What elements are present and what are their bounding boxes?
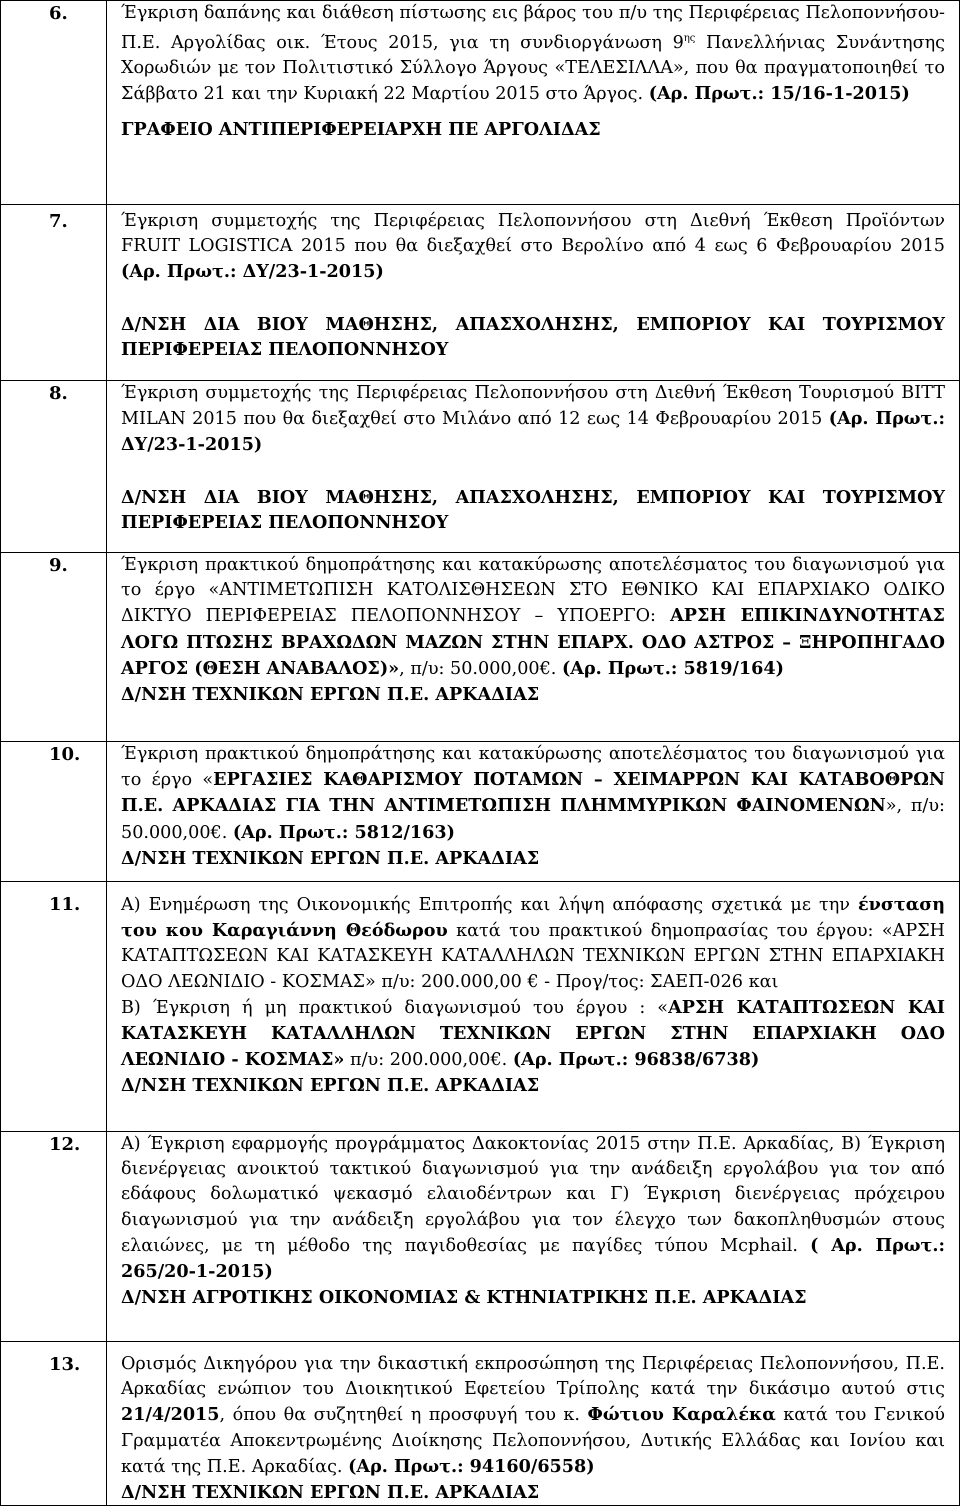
protocol-ref: (Αρ. Πρωτ.: 94160/6558) <box>348 1455 595 1477</box>
department: Δ/ΝΣΗ ΤΕΧΝΙΚΩΝ ΕΡΓΩΝ Π.Ε. ΑΡΚΑΔΙΑΣ <box>121 684 540 706</box>
item-text-bold: Φώτιου Καραλέκα <box>587 1404 776 1426</box>
department: Δ/ΝΣΗ ΑΓΡΟΤΙΚΗΣ ΟΙΚΟΝΟΜΙΑΣ & ΚΤΗΝΙΑΤΡΙΚΗΣ Π.Ε. ΑΡΚΑΔΙΑΣ <box>121 1287 807 1309</box>
item-text: Α) Έγκριση εφαρμογής προγράμματος Δακοκτονίας 2015 στην Π.Ε. Αρκαδίας, Β) Έγκριση διενέργειας ανοικτού τακτικού διαγωνισμού για την ανάδειξη εργολάβου για τον από εδάφους δολωματικό ψεκασμό ελαιοδέντρων και Γ) Έγκριση διενέργειας πρόχειρου διαγωνισμού για την ανάδειξη εργολάβου για τον έλεγχο των δακοπληθυσμών στους ελαιώνες, με τη μέθοδο της παγιδοθεσίας με παγίδες τύπου Mcphail. <box>121 1134 945 1256</box>
agenda-item <box>1 1342 960 1506</box>
protocol-ref: ( Αρ. Πρωτ.: 265/20-1-2015) <box>121 1234 945 1283</box>
department: Δ/ΝΣΗ ΔΙΑ ΒΙΟΥ ΜΑΘΗΣΗΣ, ΑΠΑΣΧΟΛΗΣΗΣ, ΕΜΠΟΡΙΟΥ ΚΑΙ ΤΟΥΡΙΣΜΟΥ ΠΕΡΙΦΕΡΕΙΑΣ ΠΕΛΟΠΟΝΝΗΣΟΥ <box>121 486 945 533</box>
item-number: 8. <box>1 381 107 553</box>
item-text: Έγκριση συμμετοχής της Περιφέρειας Πελοποννήσου στη Διεθνή Έκθεση Προϊόντων FRUIT LOGISTICA 2015 που θα διεξαχθεί στο Βερολίνο από 4 εως 6 Φεβρουαρίου 2015 <box>121 211 945 257</box>
item-text: Ορισμός Δικηγόρου για την δικαστική εκπροσώπηση της Περιφέρειας Πελοποννήσου, Π.Ε. Αρκαδίας ενώπιον του Διοικητικού Εφετείου Τρίπολης κατά την δικάσιμο αυτού στις <box>121 1354 945 1400</box>
item-text-bold: ένσταση του κου Καραγιάννη Θεόδωρου <box>121 894 945 942</box>
item-text: , π/υ: 50.000,00€. <box>399 658 562 679</box>
agenda-item <box>1 882 960 1132</box>
item-body <box>107 1 960 205</box>
agenda-item <box>1 1 960 205</box>
department: Δ/ΝΣΗ ΤΕΧΝΙΚΩΝ ΕΡΓΩΝ Π.Ε. ΑΡΚΑΔΙΑΣ <box>121 847 540 869</box>
item-number: 6. <box>1 1 107 205</box>
department: ΓΡΑΦΕΙΟ ΑΝΤΙΠΕΡΙΦΕΡΕΙΑΡΧΗ ΠΕ ΑΡΓΟΛΙΔΑΣ <box>121 118 601 140</box>
department: Δ/ΝΣΗ ΔΙΑ ΒΙΟΥ ΜΑΘΗΣΗΣ, ΑΠΑΣΧΟΛΗΣΗΣ, ΕΜΠΟΡΙΟΥ ΚΑΙ ΤΟΥΡΙΣΜΟΥ ΠΕΡΙΦΕΡΕΙΑΣ ΠΕΛΟΠΟΝΝΗΣΟΥ <box>121 313 945 360</box>
protocol-ref: (Αρ. Πρωτ.: 15/16-1-2015) <box>648 83 910 105</box>
item-number: 12. <box>1 1132 107 1342</box>
protocol-ref: (Αρ. Πρωτ.: ΔΥ/23-1-2015) <box>121 261 384 283</box>
agenda-item <box>1 205 960 381</box>
item-text: Α) Ενημέρωση της Οικονομικής Επιτροπής και λήψη απόφασης σχετικά με την <box>121 895 858 915</box>
protocol-ref: (Αρ. Πρωτ.: 5819/164) <box>561 657 784 679</box>
item-text-bold: 21/4/2015 <box>121 1404 220 1426</box>
protocol-ref: (Αρ. Πρωτ.: 96838/6738) <box>512 1049 760 1071</box>
item-body <box>107 1132 960 1342</box>
item-number: 10. <box>1 742 107 882</box>
item-text: π/υ: 200.000,00€. <box>344 1050 513 1071</box>
item-text: , όπου θα συζητηθεί η προσφυγή του κ. <box>219 1405 588 1426</box>
department: Δ/ΝΣΗ ΤΕΧΝΙΚΩΝ ΕΡΓΩΝ Π.Ε. ΑΡΚΑΔΙΑΣ <box>121 1482 540 1504</box>
item-body <box>107 553 960 742</box>
item-number: 9. <box>1 553 107 742</box>
item-body <box>107 381 960 553</box>
protocol-ref: (Αρ. Πρωτ.: ΔΥ/23-1-2015) <box>121 408 946 456</box>
department: Δ/ΝΣΗ ΤΕΧΝΙΚΩΝ ΕΡΓΩΝ Π.Ε. ΑΡΚΑΔΙΑΣ <box>121 1075 540 1097</box>
item-number: 11. <box>1 882 107 1132</box>
item-text: Πανελλήνιας Συνάντησης Χορωδιών με τον Πολιτιστικό Σύλλογο Άργους «ΤΕΛΕΣΙΛΛΑ», που θα πραγματοποιηθεί το Σάββατο 21 και την Κυριακή 22 Μαρτίου 2015 στο Άργος. <box>121 33 945 105</box>
item-text-bold: ΕΡΓΑΣΙΕΣ ΚΑΘΑΡΙΣΜΟΥ ΠΟΤΑΜΩΝ – ΧΕΙΜΑΡΡΩΝ ΚΑΙ ΚΑΤΑΒΟΘΡΩΝ Π.Ε. ΑΡΚΑΔΙΑΣ ΓΙΑ ΤΗΝ ΑΝΤΙΜΕΤΩΠΙΣΗ ΠΛΗΜΜΥΡΙΚΩΝ ΦΑΙΝΟΜΕΝΩΝ <box>121 769 945 817</box>
item-body <box>107 205 960 381</box>
item-text: Έγκριση πρακτικού δημοπράτησης και κατακύρωσης αποτελέσματος του διαγωνισμού για το έργο « <box>121 744 945 791</box>
agenda-item <box>1 553 960 742</box>
agenda-item <box>1 381 960 553</box>
item-body <box>107 742 960 882</box>
item-text: κατά του Γενικού Γραμματέα Αποκεντρωμένης Διοίκησης Πελοποννήσου, Δυτικής Ελλάδας και Ιονίου και κατά της Π.Ε. Αρκαδίας. <box>121 1405 946 1477</box>
agenda-item <box>1 1132 960 1342</box>
item-text: », π/υ: 50.000,00€. <box>121 796 945 843</box>
item-text-bold: ΑΡΣΗ ΚΑΤΑΠΤΩΣΕΩΝ ΚΑΙ ΚΑΤΑΣΚΕΥΗ ΚΑΤΑΛΛΗΛΩΝ ΤΕΧΝΙΚΩΝ ΕΡΓΩΝ ΣΤΗΝ ΕΠΑΡΧΙΑΚΗ ΟΔΟ ΛΕΩΝΙΔΙΟ - ΚΟΣΜΑΣ» <box>121 996 945 1071</box>
item-text: Έγκριση δαπάνης και διάθεση πίστωσης εις βάρος του π/υ της Περιφέρειας Πελοποννήσου-Π.Ε. Αργολίδας οικ. Έτους 2015, για τη συνδιοργάνωση 9 <box>121 3 945 54</box>
superscript: ης <box>683 33 696 45</box>
item-text: κατά του πρακτικού δημοπρασίας του έργου: «ΑΡΣΗ ΚΑΤΑΠΤΩΣΕΩΝ ΚΑΙ ΚΑΤΑΣΚΕΥΗ ΚΑΤΑΛΛΗΛΩΝ ΤΕΧΝΙΚΩΝ ΕΡΓΩΝ ΣΤΗΝ ΕΠΑΡΧΙΑΚΗ ΟΔΟ ΛΕΩΝΙΔΙΟ - ΚΟΣΜΑΣ» π/υ: 200.000,00 € - Προγ/τος: ΣΑΕΠ-026 και <box>121 921 945 992</box>
item-text: Β) Έγκριση ή μη πρακτικού διαγωνισμού του έργου : « <box>121 997 669 1018</box>
item-body <box>107 882 960 1132</box>
agenda-item <box>1 742 960 882</box>
protocol-ref: (Αρ. Πρωτ.: 5812/163) <box>232 821 455 843</box>
item-text: Έγκριση συμμετοχής της Περιφέρειας Πελοποννήσου στη Διεθνή Έκθεση Τουρισμού BITT MILAN 2015 που θα διεξαχθεί στο Μιλάνο από 12 εως 14 Φεβρουαρίου 2015 <box>121 383 945 430</box>
item-number: 7. <box>1 205 107 381</box>
item-text-bold: ΑΡΣΗ ΕΠΙΚΙΝΔΥΝΟΤΗΤΑΣ ΛΟΓΩ ΠΤΩΣΗΣ ΒΡΑΧΩΔΩΝ ΜΑΖΩΝ ΣΤΗΝ ΕΠΑΡΧ. ΟΔΟ ΑΣΤΡΟΣ – ΞΗΡΟΠΗΓΑΔΟ ΑΡΓΟΣ (ΘΕΣΗ ΑΝΑΒΑΛΟΣ)» <box>121 605 945 679</box>
item-body <box>107 1342 960 1506</box>
item-text: Έγκριση πρακτικού δημοπράτησης και κατακύρωσης αποτελέσματος του διαγωνισμού για το έργο «ΑΝΤΙΜΕΤΩΠΙΣΗ ΚΑΤΟΛΙΣΘΗΣΕΩΝ ΣΤΟ ΕΘΝΙΚΟ ΚΑΙ ΕΠΑΡΧΙΑΚΟ ΟΔΙΚΟ ΔΙΚΤΥΟ ΠΕΡΙΦΕΡΕΙΑΣ ΠΕΛΟΠΟΝΝΗΣΟΥ – ΥΠΟΕΡΓΟ: <box>121 555 945 627</box>
item-number: 13. <box>1 1342 107 1506</box>
